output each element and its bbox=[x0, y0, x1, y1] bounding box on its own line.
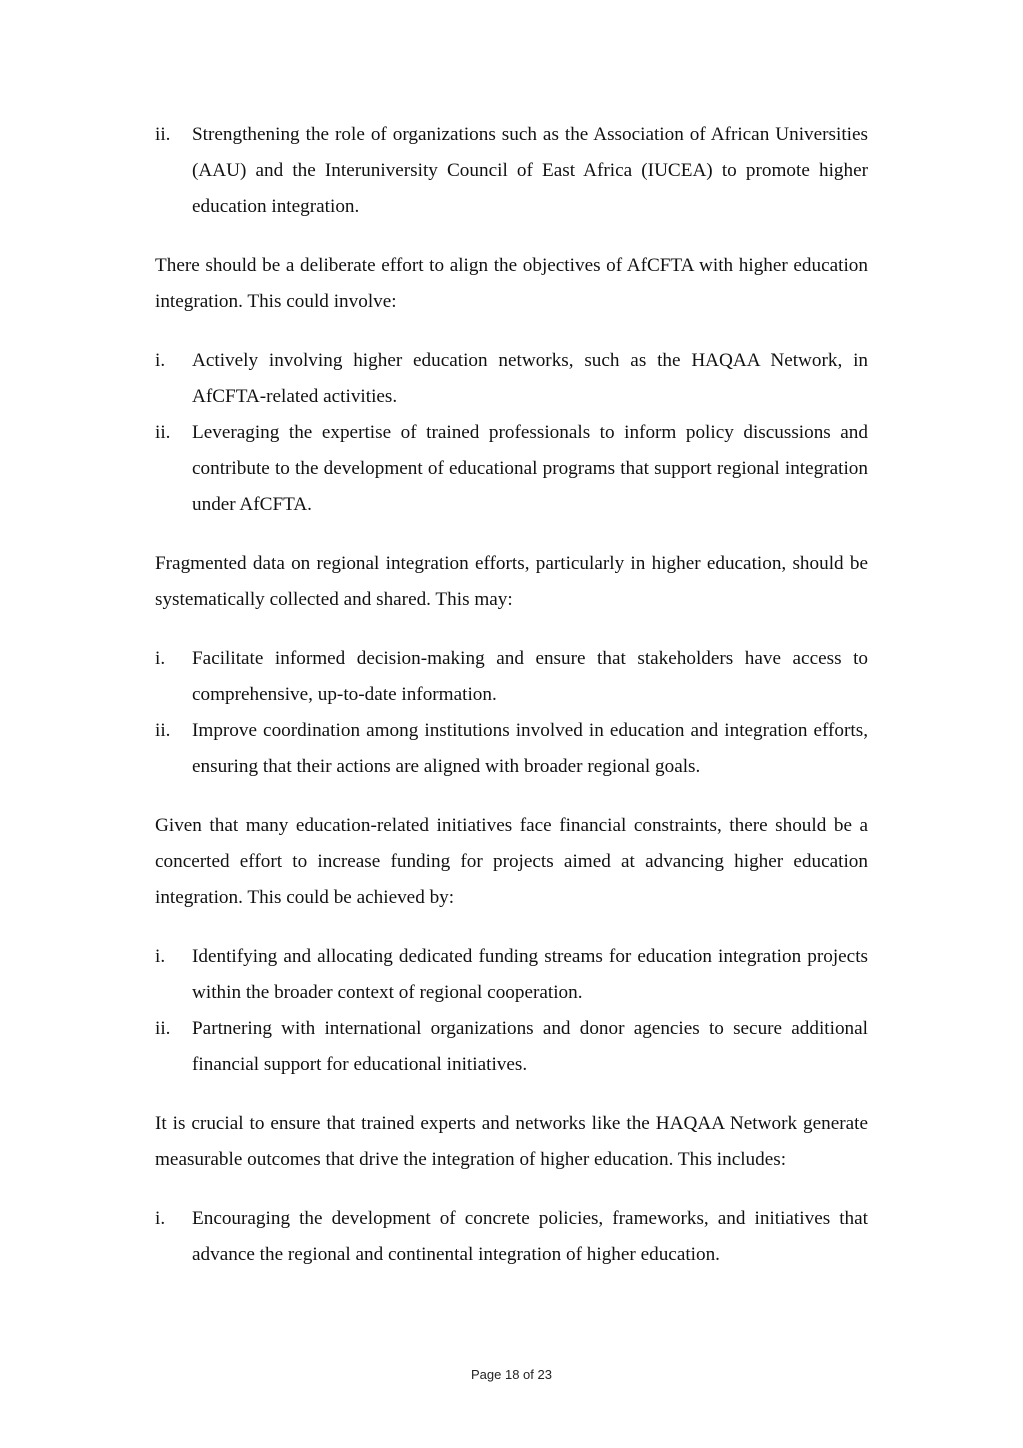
list-item-text: Encouraging the development of concrete policies, frameworks, and initiatives that advance the regional and continental integration of higher education. bbox=[192, 1208, 868, 1265]
list-item bbox=[155, 1011, 868, 1083]
paragraph: It is crucial to ensure that trained experts and networks like the HAQAA Network generate measurable outcomes that drive the integration of higher education. This includes: bbox=[155, 1113, 868, 1170]
bullet-list bbox=[155, 1201, 868, 1273]
list-marker: ii. bbox=[155, 422, 171, 443]
list-marker: i. bbox=[155, 946, 166, 967]
list-item bbox=[155, 1201, 868, 1273]
paragraph: Fragmented data on regional integration efforts, particularly in higher education, should be systematically collected and shared. This may: bbox=[155, 553, 868, 610]
list-item bbox=[155, 713, 868, 785]
list-item-text: Partnering with international organizations and donor agencies to secure additional financial support for educational initiatives. bbox=[192, 1018, 868, 1075]
list-item-text: Improve coordination among institutions involved in education and integration efforts, ensuring that their actions are aligned with broader regional goals. bbox=[192, 720, 868, 777]
list-marker: i. bbox=[155, 350, 166, 371]
bullet-list bbox=[155, 939, 868, 1083]
bullet-list bbox=[155, 343, 868, 523]
paragraph: Given that many education-related initiatives face financial constraints, there should be a concerted effort to increase funding for projects aimed at advancing higher education integration. This could be achieved by: bbox=[155, 815, 868, 908]
paragraph: There should be a deliberate effort to align the objectives of AfCFTA with higher education integration. This could involve: bbox=[155, 255, 868, 312]
list-marker: ii. bbox=[155, 124, 171, 145]
page-number: Page 18 of 23 bbox=[471, 1367, 552, 1382]
list-item-text: Identifying and allocating dedicated funding streams for education integration projects within the broader context of regional cooperation. bbox=[192, 946, 868, 1003]
list-item-text: Leveraging the expertise of trained professionals to inform policy discussions and contribute to the development of educational programs that support regional integration under AfCFTA. bbox=[192, 422, 868, 515]
list-marker: ii. bbox=[155, 720, 171, 741]
list-marker: i. bbox=[155, 1208, 166, 1229]
bullet-list bbox=[155, 641, 868, 785]
list-item-text: Actively involving higher education networks, such as the HAQAA Network, in AfCFTA-related activities. bbox=[192, 350, 868, 407]
list-item-text: Facilitate informed decision-making and ensure that stakeholders have access to comprehensive, up-to-date information. bbox=[192, 648, 868, 705]
bullet-list bbox=[155, 117, 868, 225]
list-item bbox=[155, 415, 868, 523]
list-item bbox=[155, 117, 868, 225]
list-marker: ii. bbox=[155, 1018, 171, 1039]
list-item bbox=[155, 641, 868, 713]
list-marker: i. bbox=[155, 648, 166, 669]
list-item-text: Strengthening the role of organizations such as the Association of African Universities (AAU) and the Interuniversity Council of East Africa (IUCEA) to promote higher education integration. bbox=[192, 124, 868, 217]
list-item bbox=[155, 939, 868, 1011]
document-body bbox=[155, 117, 868, 1296]
list-item bbox=[155, 343, 868, 415]
